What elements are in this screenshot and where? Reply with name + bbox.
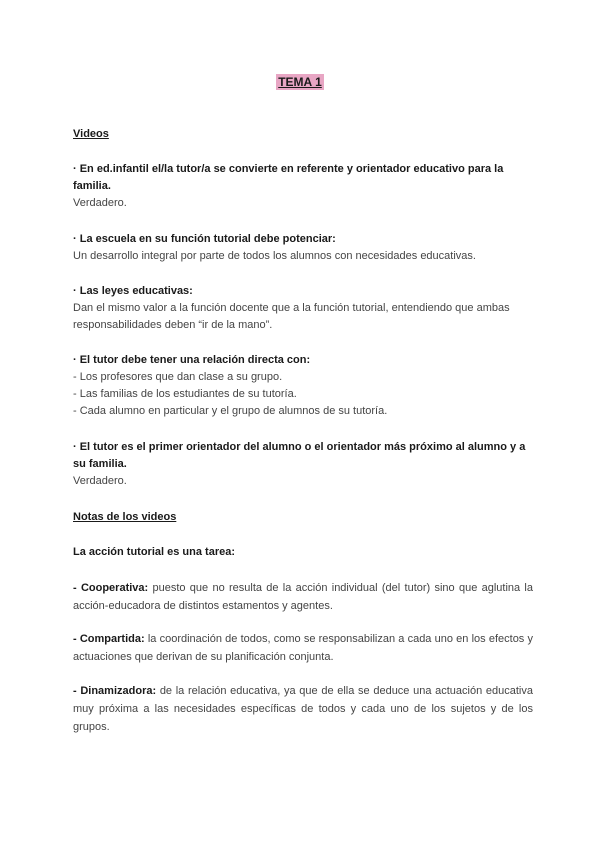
note-point <box>73 630 533 666</box>
question-block <box>73 283 533 334</box>
note-term: - Dinamizadora: <box>73 685 157 697</box>
question-block <box>73 352 533 420</box>
title-container <box>0 73 600 91</box>
question-block <box>73 161 533 212</box>
answer-line: - Las familias de los estudiantes de su tutoría. <box>73 388 297 400</box>
answer-text: Verdadero. <box>73 197 127 209</box>
note-text: puesto que no resulta de la acción individual (del tutor) sino que aglutina la acción-educadora de distintos estamentos y agentes. <box>73 582 533 612</box>
question-block <box>73 439 533 490</box>
question-text: · El tutor es el primer orientador del alumno o el orientador más próximo al alumno y a su familia. <box>73 441 526 470</box>
note-text: la coordinación de todos, como se responsabilizan a cada uno en los efectos y actuaciones que derivan de su planificación conjunta. <box>73 633 533 663</box>
note-term: - Cooperativa: <box>73 582 149 594</box>
question-text: · En ed.infantil el/la tutor/a se convierte en referente y orientador educativo para la familia. <box>73 163 504 192</box>
notes-intro: La acción tutorial es una tarea: <box>73 546 235 558</box>
answer-text: Verdadero. <box>73 475 127 487</box>
question-block <box>73 231 533 265</box>
note-point <box>73 682 533 736</box>
answer-line: - Los profesores que dan clase a su grupo. <box>73 371 283 383</box>
question-text: · Las leyes educativas: <box>73 285 193 297</box>
note-text: de la relación educativa, ya que de ella se deduce una actuación educativa muy próxima a las necesidades específicas de todos y cada uno de los sujetos y de los grupos. <box>73 685 533 733</box>
answer-text: Dan el mismo valor a la función docente que a la función tutorial, entendiendo que ambas responsabilidades deben “ir de la mano”. <box>73 302 510 331</box>
answer-text: Un desarrollo integral por parte de todos los alumnos con necesidades educativas. <box>73 250 476 262</box>
page-title: TEMA 1 <box>278 75 322 89</box>
question-text: · El tutor debe tener una relación directa con: <box>73 354 311 366</box>
answer-line: - Cada alumno en particular y el grupo de alumnos de su tutoría. <box>73 405 388 417</box>
note-point <box>73 579 533 615</box>
notes-heading: Notas de los videos <box>73 511 177 523</box>
videos-heading: Videos <box>73 128 109 140</box>
question-text: · La escuela en su función tutorial debe potenciar: <box>73 233 336 245</box>
note-term: - Compartida: <box>73 633 145 645</box>
